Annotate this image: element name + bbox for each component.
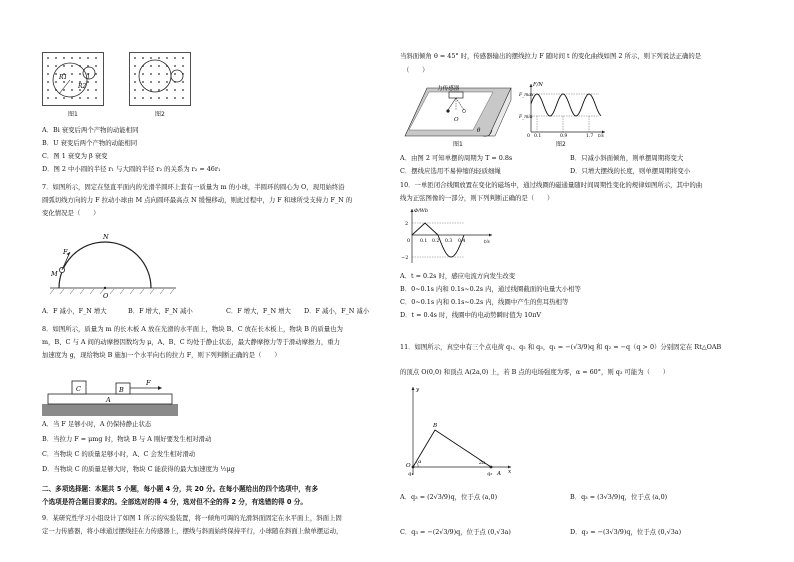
q8-line-1: 8．如图所示，质量为 m 的长木板 A 放在光滑的水平面上，物块 B、C 放在长木板上，物块 B 的质量也为 [42, 325, 343, 333]
section2-header-line-2: 个选项是符合题目要求的。全部选对的得 4 分，选对但不全的得 2 分，有选错的得 0 分。 [42, 498, 307, 506]
q7-o-label: O [103, 292, 109, 300]
q7-option-b: B．F 增大，F_N 减小 [128, 307, 193, 315]
q11-line-1: 11．如图所示，真空中有三个点电荷 q₁、q₂ 和 q₃，q₁ = −(√3/9)q 和 q₂ = −q（q > 0）分别固定在 Rt△OAB [400, 343, 722, 351]
graph10-tick-04: 0.4 [458, 239, 466, 244]
q8-blocks-figure [42, 374, 182, 416]
fig11-a-label: A [497, 471, 502, 477]
q7-line-3: 变化情况是（ ） [42, 209, 100, 217]
q7-m-label: M [51, 270, 58, 278]
right-column [395, 0, 794, 562]
graph10-xaxis-label: t/s [484, 240, 490, 245]
fig11-alpha-label: α [418, 459, 422, 465]
r1-label: R1 [59, 74, 68, 81]
q9-line-1: 9．某研究性学习小组设计了如图 1 所示的实验装置，将一倾角可调的光滑斜面固定在水平面上，斜面上固 [42, 514, 342, 522]
graph10-tick-01: 0.1 [420, 239, 428, 244]
q7-semicircle-figure [48, 232, 180, 300]
q11-option-b: B．q₃ = (3√3/9)q，位于点 (a,0) [570, 493, 668, 501]
q7-line-1: 7．如图所示，固定在竖直平面内的光滑半圆环上套有一质量为 m 的小球，半圆环的圆心为 O，现用始终沿 [42, 183, 345, 191]
q8-line-2: m，B、C 与 A 间的动摩擦因数均为 μ，A、B、C 均处于静止状态，最大静摩擦力等于滑动摩擦力，重力 [42, 338, 341, 346]
graph9-tick-0: 0 [527, 134, 530, 138]
q6-option-b: B．U 衰变后两个产物的动能相同 [42, 139, 138, 147]
fig11-2a-label: 2a [479, 460, 486, 466]
sensor-label: 力传感器 [437, 86, 460, 92]
q11-option-c: C．q₃ = −(2√3/9)q，位于点 (0,√3a) [400, 528, 511, 536]
graph10-origin: 0 [407, 238, 411, 244]
q6-option-d: D．图 2 中小圆的半径 r₁ 与大圆的半径 r₂ 的关系为 r₂ = 46r₁ [42, 165, 221, 173]
q8-option-a: A．当 F 足够小时，A 仍保持静止状态 [42, 420, 152, 428]
q11-option-d: D．q₃ = −(3√3/9)q，位于点 (0,√3a) [570, 528, 682, 536]
r2-label: R2 [78, 83, 87, 90]
q6-option-a: A．Bi 衰变后两个产物的动能相同 [42, 126, 139, 134]
q8-line-3: 加速度为 g，现给物块 B 施加一个水平向右的拉力 F，则下列判断正确的是（ ） [42, 351, 281, 359]
graph9-tick-17: 1.7 [586, 134, 594, 138]
q11-triangle-figure [405, 383, 517, 479]
q9-incline-figure [403, 80, 515, 138]
q7-n-label: N [103, 233, 109, 241]
decay-figure-2 [129, 52, 191, 106]
fig11-o-label: O [406, 463, 411, 469]
q8-a-label: A [106, 396, 111, 404]
graph10-tick-02: 0.2 [432, 239, 440, 244]
fig11-q2-label: q₂ [487, 471, 493, 477]
q10-option-d: D．t = 0.4s 时，线圈中的电动势瞬时值为 10πV [400, 311, 542, 319]
fmax-label: F_max [519, 93, 534, 98]
q8-option-c: C．当物块 C 的质量足够小时，A、C 会发生相对滑动 [42, 450, 196, 458]
q10-line-2: 线为正弦图像的一部分，则下列判断正确的是（ ） [400, 194, 554, 202]
q9-option-b: B．只减小斜面倾角，则单摆周期将变大 [570, 154, 684, 162]
theta-label: θ [477, 128, 481, 134]
graph9-yaxis-label: F/N [533, 82, 543, 88]
q9-option-d: D．只增大摆线的长度，则单摆周期将变小 [570, 167, 691, 175]
fig2-caption: 图2 [155, 111, 165, 118]
graph9-tick-09: 0.9 [560, 134, 568, 138]
q9-fig2-caption: 图2 [556, 141, 566, 148]
q10-option-b: B．0~0.1s 内和 0.1s~0.2s 内，通过线圈截面的电量大小相等 [400, 285, 581, 293]
q7-option-d: D．F 减小，F_N 减小 [304, 307, 370, 315]
q10-option-a: A．t = 0.2s 时，感应电流方向发生改变 [400, 272, 516, 280]
graph10-yaxis-label: Φ/Wb [414, 208, 429, 214]
left-column [0, 0, 392, 562]
q10-flux-graph [400, 205, 500, 267]
q9-option-a: A．由图 2 可知单摆的周期为 T = 0.8s [400, 154, 513, 162]
q7-option-c: C．F 增大，F_N 增大 [226, 307, 291, 315]
fig11-b-label: B [433, 423, 438, 429]
q9-cont-line-1: 当斜面倾角 θ = 45° 时，传感器输出的摆线拉力 F 随时间 t 的变化曲线如图 2 所示，则下列说法正确的是 [400, 52, 702, 60]
q9-force-time-graph [519, 80, 611, 138]
q6-option-c: C．图 1 衰变为 β 衰变 [42, 152, 108, 160]
fig11-y-label: y [416, 387, 420, 393]
q7-line-2: 圆弧切线方向的力 F 拉动小球由 M 点向圆环最高点 N 缓慢移动，则此过程中，力 F 和球所受支持力 F_N 的 [42, 196, 353, 204]
fmin-label: F_min [519, 115, 533, 120]
graph9-tick-01: 0.1 [534, 134, 542, 138]
q8-f-label: F [146, 379, 151, 387]
graph10-ypos: 2 [405, 221, 409, 227]
q9-cont-line-2: （ ） [403, 66, 429, 74]
graph10-tick-03: 0.3 [445, 239, 453, 244]
graph10-yneg: −2 [401, 255, 409, 261]
fig1-caption: 图1 [68, 111, 78, 118]
q7-f-label: F [63, 248, 68, 256]
q8-b-label: B [119, 386, 124, 394]
q9-line-2: 定一力传感器，将小球通过摆线挂在力传感器上，摆线与斜面始终保持平行，小球随在斜面上做单摆运动， [42, 527, 343, 535]
q8-c-label: C [76, 385, 81, 393]
fig11-q1-label: q₁ [408, 471, 414, 477]
decay-figure-1 [42, 52, 104, 106]
q9-option-c: C．摆线应选用不易伸缩的轻质细绳 [400, 167, 501, 175]
fig11-x-label: x [508, 469, 512, 475]
q10-line-1: 10．一单匝闭合线圈放置在变化的磁场中，通过线圈的磁通量随时间周期性变化的规律如图所示，其中的曲 [400, 181, 703, 189]
q8-option-b: B．当拉力 F = μmg 时，物块 B 与 A 刚好要发生相对滑动 [42, 435, 212, 443]
q8-option-d: D．当物块 C 的质量足够大时，物块 C 能获得的最大加速度为 ½μg [42, 465, 235, 473]
section2-header-line-1: 二、多项选择题：本题共 5 小题，每小题 4 分，共 20 分。在每小题给出的四个选项中，有多 [42, 485, 319, 493]
q9-fig1-caption: 图1 [453, 141, 463, 148]
graph9-xaxis-label: t/s [598, 134, 604, 138]
q10-option-c: C．0~0.1s 内和 0.1s~0.2s 内，线圈中产生的焦耳热相等 [400, 298, 569, 306]
pivot-o-label: O [454, 117, 459, 123]
q11-line-2: 的顶点 O(0,0) 和顶点 A(2a,0) 上，若 B 点的电场强度为零，α = 60°，则 q₃ 可能为（ ） [400, 368, 670, 376]
q11-option-a: A．q₃ = (2√3/9)q，位于点 (a,0) [400, 493, 498, 501]
q7-option-a: A．F 减小，F_N 增大 [42, 307, 107, 315]
